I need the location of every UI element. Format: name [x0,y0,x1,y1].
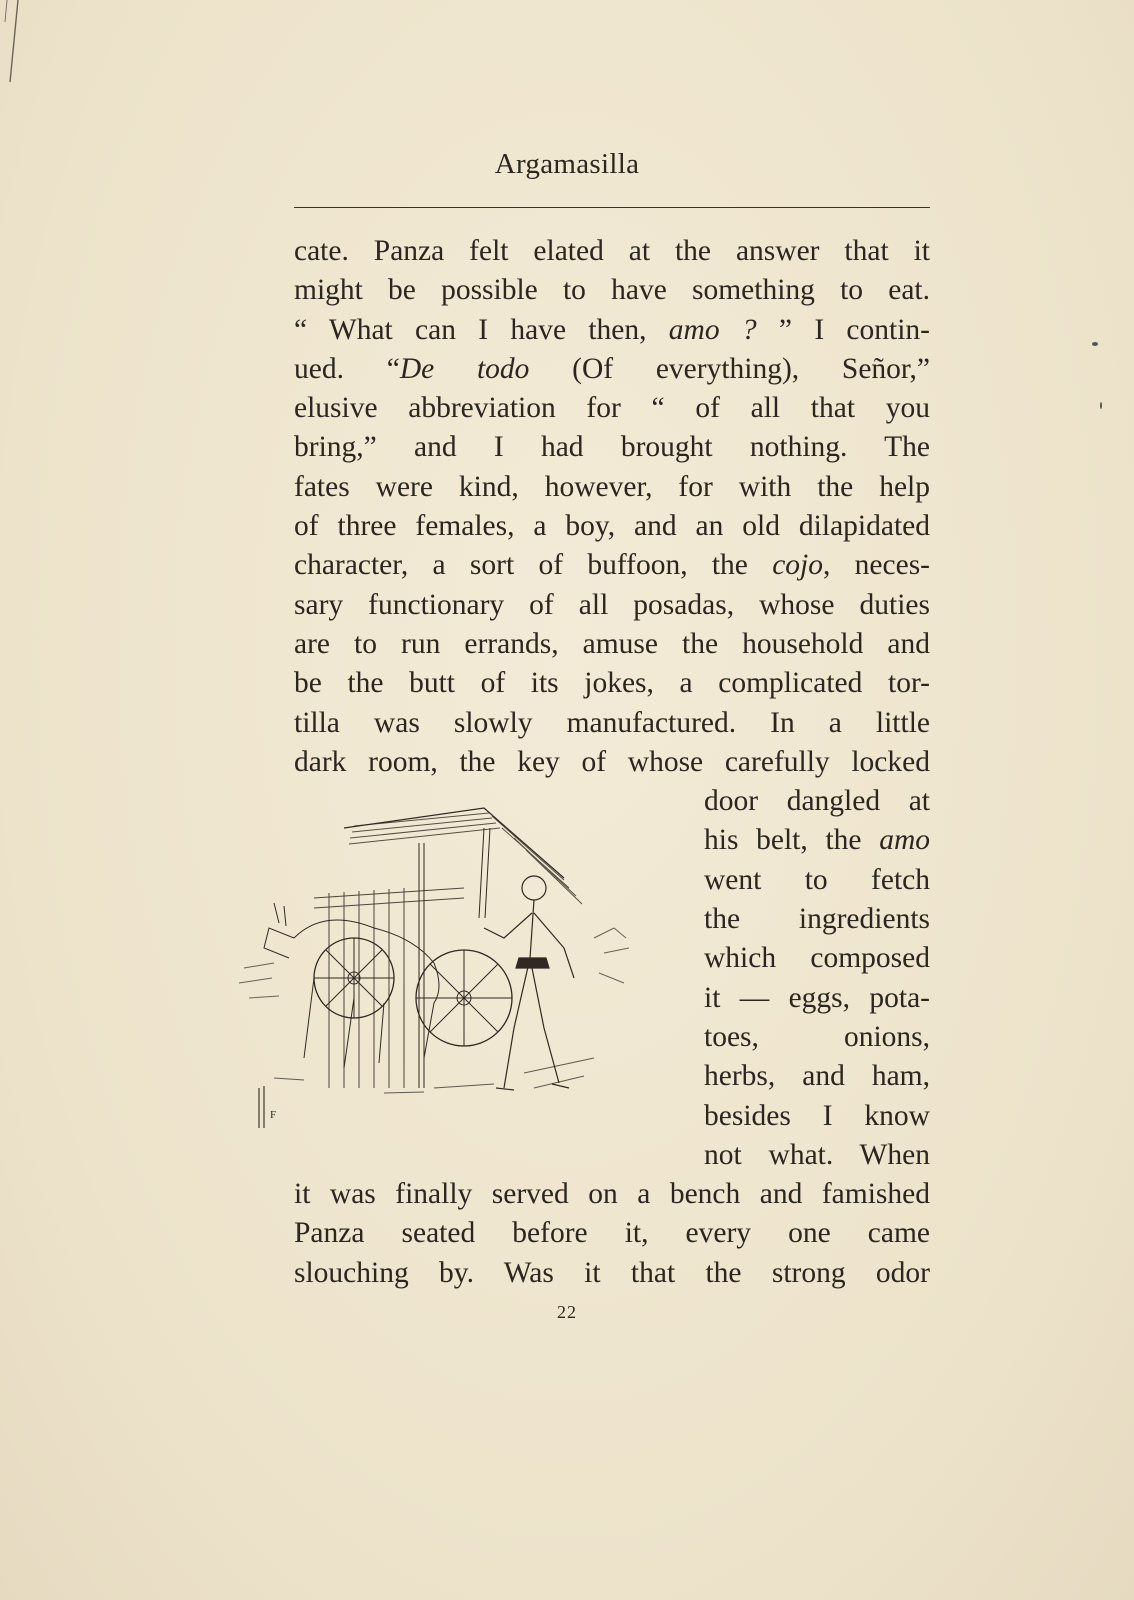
text-line [294,350,930,389]
text-line [704,782,930,821]
text-line [704,900,930,939]
text-line [294,507,930,546]
line-text: it — eggs, pota- [704,981,930,1014]
line-text: went to fetch [704,863,930,896]
text-line [294,1214,930,1253]
text-block-top [294,232,930,782]
line-text: (Of everything), Señor,” [529,352,931,385]
line-text: might be possible to have something to eat. [294,274,930,307]
text-line [294,704,930,743]
line-text: fates were kind, however, for with the help [294,470,930,503]
text-line [704,939,930,978]
line-text: toes, onions, [704,1020,930,1053]
line-text: slouching by. Was it that the strong odor [294,1256,930,1289]
italic-word: amo [879,824,930,857]
italic-word: cojo [772,549,823,582]
line-text: , neces- [823,549,930,582]
line-text: bring,” and I had brought nothing. The [294,431,930,464]
text-line [294,389,930,428]
line-text: the ingredients [704,903,930,936]
line-text: ” I contin- [756,313,930,346]
text-block-bottom [294,1175,930,1293]
text-line [294,232,930,271]
text-line [704,861,930,900]
line-text: elusive abbreviation for “ of all that you [294,392,930,425]
line-text: Panza seated before it, every one came [294,1217,930,1250]
line-text: cate. Panza felt elated at the answer that it [294,235,930,267]
line-text: his belt, the [704,824,880,857]
fence [314,888,464,1088]
text-line [294,743,930,782]
donkey-figure [264,903,439,1068]
line-text: ued. “ [294,352,400,385]
paper-speck [1092,342,1098,346]
text-line [294,1254,930,1293]
line-text: of three females, a boy, and an old dilapidated [294,510,930,543]
line-text: “ What can I have then, [294,313,669,346]
text-line [294,664,930,703]
ground-hatching [274,1058,594,1093]
text-line [704,1018,930,1057]
text-line [294,428,930,467]
paper-speck [1100,402,1102,409]
line-text: not what. When [704,1138,930,1171]
line-text: which composed [704,942,930,975]
text-line [704,1097,930,1136]
line-text: tilla was slowly manufactured. In a little [294,706,930,739]
text-block-wrap [704,782,930,1175]
italic-word: De todo [399,352,530,385]
text-line [294,586,930,625]
text-line [704,1057,930,1096]
text-line [294,1175,930,1214]
page-number: 22 [557,1302,577,1322]
text-line [704,821,930,860]
line-text: character, a sort of buffoon, the [294,549,773,582]
text-line [704,1136,930,1175]
text-line [294,546,930,585]
text-line [294,468,930,507]
text-line [294,625,930,664]
cart-wheel [416,950,512,1046]
line-text: dark room, the key of whose carefully locked [294,745,930,778]
header-rule [294,207,930,208]
text-line [294,311,930,350]
line-text: sary functionary of all posadas, whose duties [294,588,930,621]
body-text [270,232,931,1293]
italic-word: amo ? [668,313,757,346]
man-figure [484,876,574,1090]
text-line [704,979,930,1018]
line-text: be the butt of its jokes, a complicated tor- [294,667,930,700]
text-line [294,271,930,310]
illustration-signature: F [270,1109,277,1122]
roof-hatching [349,813,582,904]
line-text: it was finally served on a bench and famished [294,1178,930,1211]
text-wrap-area [270,782,930,1175]
running-head: Argamasilla [494,148,640,180]
page-edge-mark [4,0,24,90]
illustration-engraving [234,788,654,1138]
line-text: door dangled at [704,785,930,818]
line-text: besides I know [704,1099,930,1132]
line-text: herbs, and ham, [704,1060,930,1093]
line-text: are to run errands, amuse the household and [294,627,930,660]
